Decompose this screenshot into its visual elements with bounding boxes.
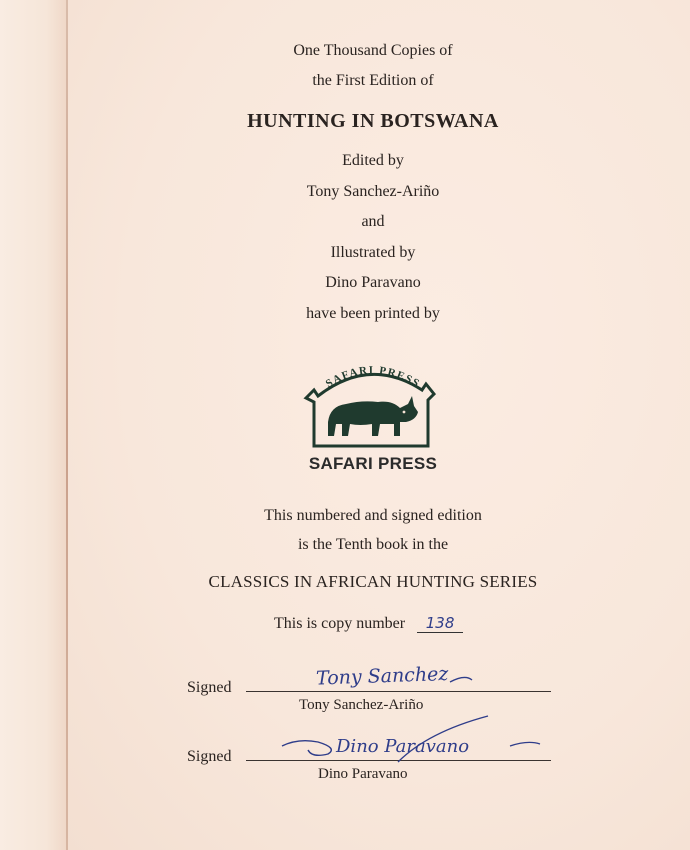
binding-gutter [0,0,66,850]
and-text: and [361,213,385,230]
illustrated-by-label: Illustrated by [330,244,416,261]
signed-label-1: Signed [187,679,232,696]
editor-name: Tony Sanchez-Ariño [306,183,440,200]
printed-by-line: have been printed by [306,305,440,322]
signer-name-1: Tony Sanchez-Ariño [299,697,424,713]
signed-label-2: Signed [187,748,232,765]
tenth-book-line: is the Tenth book in the [297,536,449,553]
safari-press-logo [300,360,440,450]
svg-text:Tony Sanchez: Tony Sanchez [315,662,449,690]
edited-by-label: Edited by [342,152,404,169]
publisher-name: SAFARI PRESS [308,454,438,473]
handwritten-signature-2 [278,712,548,772]
copy-number-row [274,614,463,633]
signer-name-2: Dino Paravano [318,766,408,782]
handwritten-signature-1 [300,656,490,696]
series-title: CLASSICS IN AFRICAN HUNTING SERIES [208,572,538,591]
illustrator-name: Dino Paravano [325,274,421,291]
copy-number-label: This is copy number [274,615,406,632]
rhinoceros-icon [328,396,418,436]
svg-text:Dino Paravano: Dino Paravano [336,736,470,757]
first-edition-line: the First Edition of [312,72,434,89]
copy-number-value: 138 [417,614,463,633]
book-title: HUNTING IN BOTSWANA [247,110,499,132]
copies-line: One Thousand Copies of [293,42,453,59]
logo-arc-text: SAFARI PRESS [323,364,423,391]
numbered-edition-line: This numbered and signed edition [264,507,482,524]
